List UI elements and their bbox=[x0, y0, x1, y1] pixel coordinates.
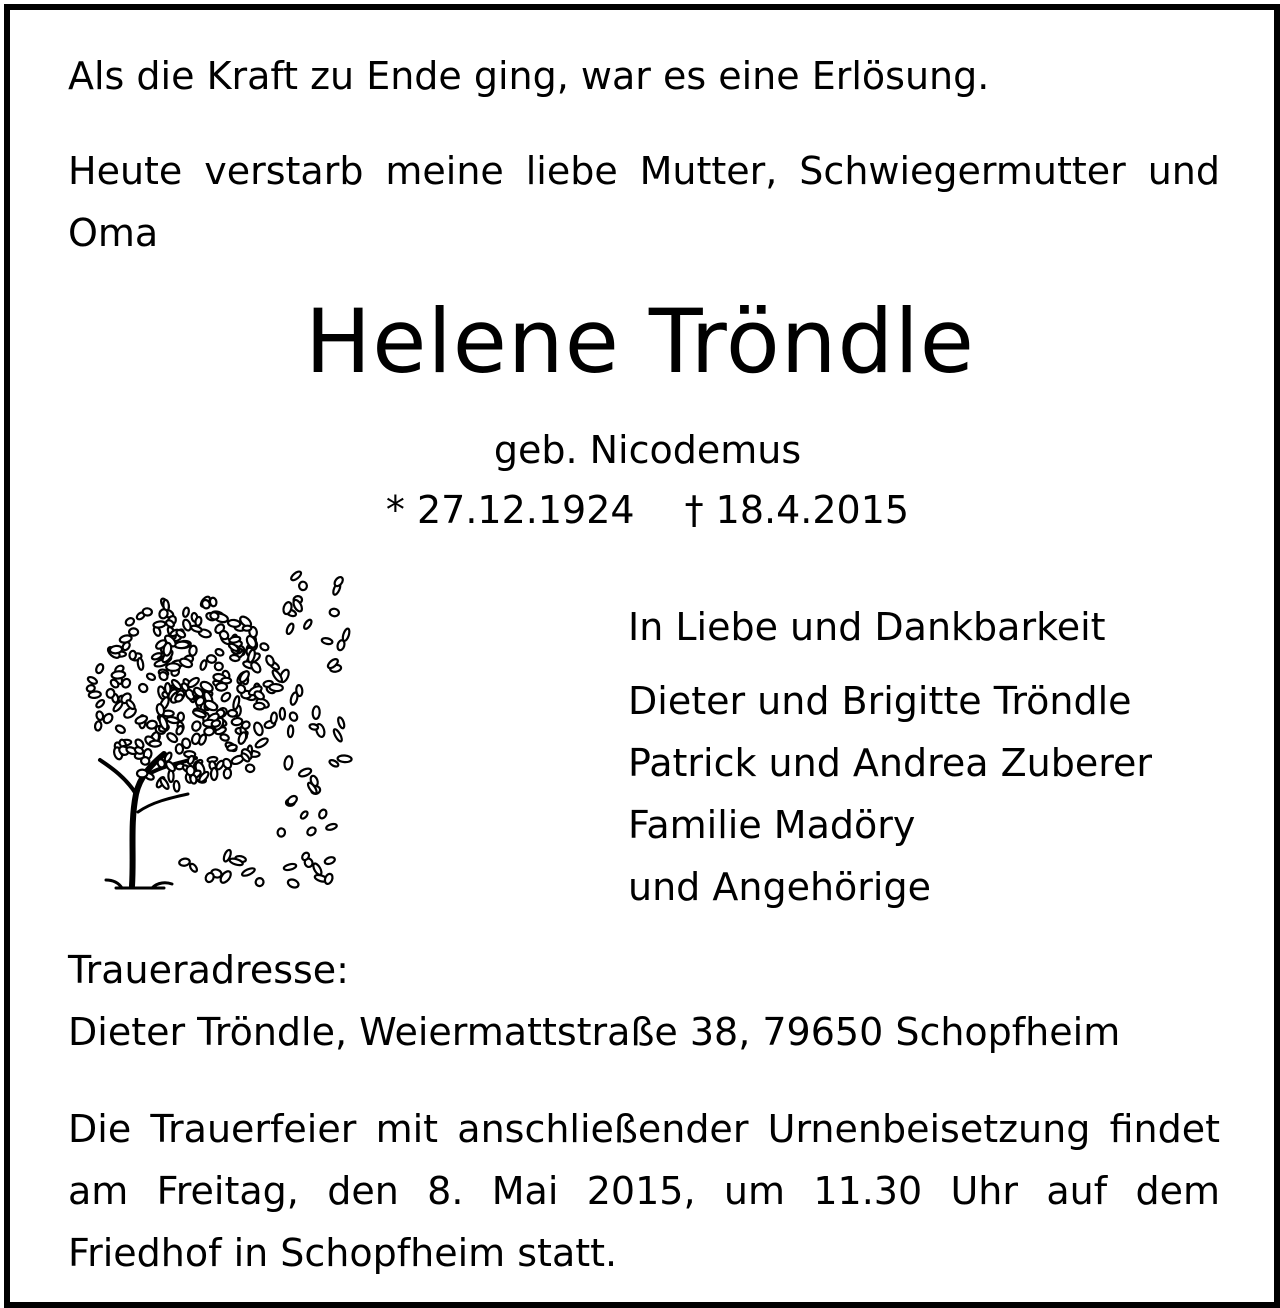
announcement-text: Heute verstarb meine liebe Mutter, Schwiegermutter und Oma bbox=[68, 149, 1220, 255]
family-member: Dieter und Brigitte Tröndle bbox=[628, 679, 1132, 723]
death-date: † 18.4.2015 bbox=[684, 488, 910, 532]
ceremony-text: Die Trauerfeier mit anschließender Urnenbeisetzung findet am Freitag, den 8. Mai 2015, um 11.30 Uhr auf dem Friedhof in Schopfheim statt. bbox=[68, 1107, 1220, 1275]
tree-in-wind-icon bbox=[60, 554, 360, 900]
birth-date: * 27.12.1924 bbox=[385, 488, 635, 532]
life-dates bbox=[0, 488, 1280, 532]
family-member: Patrick und Andrea Zuberer bbox=[628, 741, 1153, 785]
address-line: Dieter Tröndle, Weiermattstraße 38, 79650 Schopfheim bbox=[68, 1010, 1121, 1054]
address-label: Traueradresse: bbox=[68, 948, 349, 992]
intro-line: Als die Kraft zu Ende ging, war es eine Erlösung. bbox=[68, 54, 990, 98]
family-opening: In Liebe und Dankbarkeit bbox=[628, 605, 1106, 649]
family-block bbox=[628, 596, 1152, 918]
maiden-name: geb. Nicodemus bbox=[493, 428, 802, 472]
deceased-name: Helene Tröndle bbox=[305, 290, 975, 393]
family-member: und Angehörige bbox=[628, 865, 931, 909]
family-member: Familie Madöry bbox=[628, 803, 916, 847]
